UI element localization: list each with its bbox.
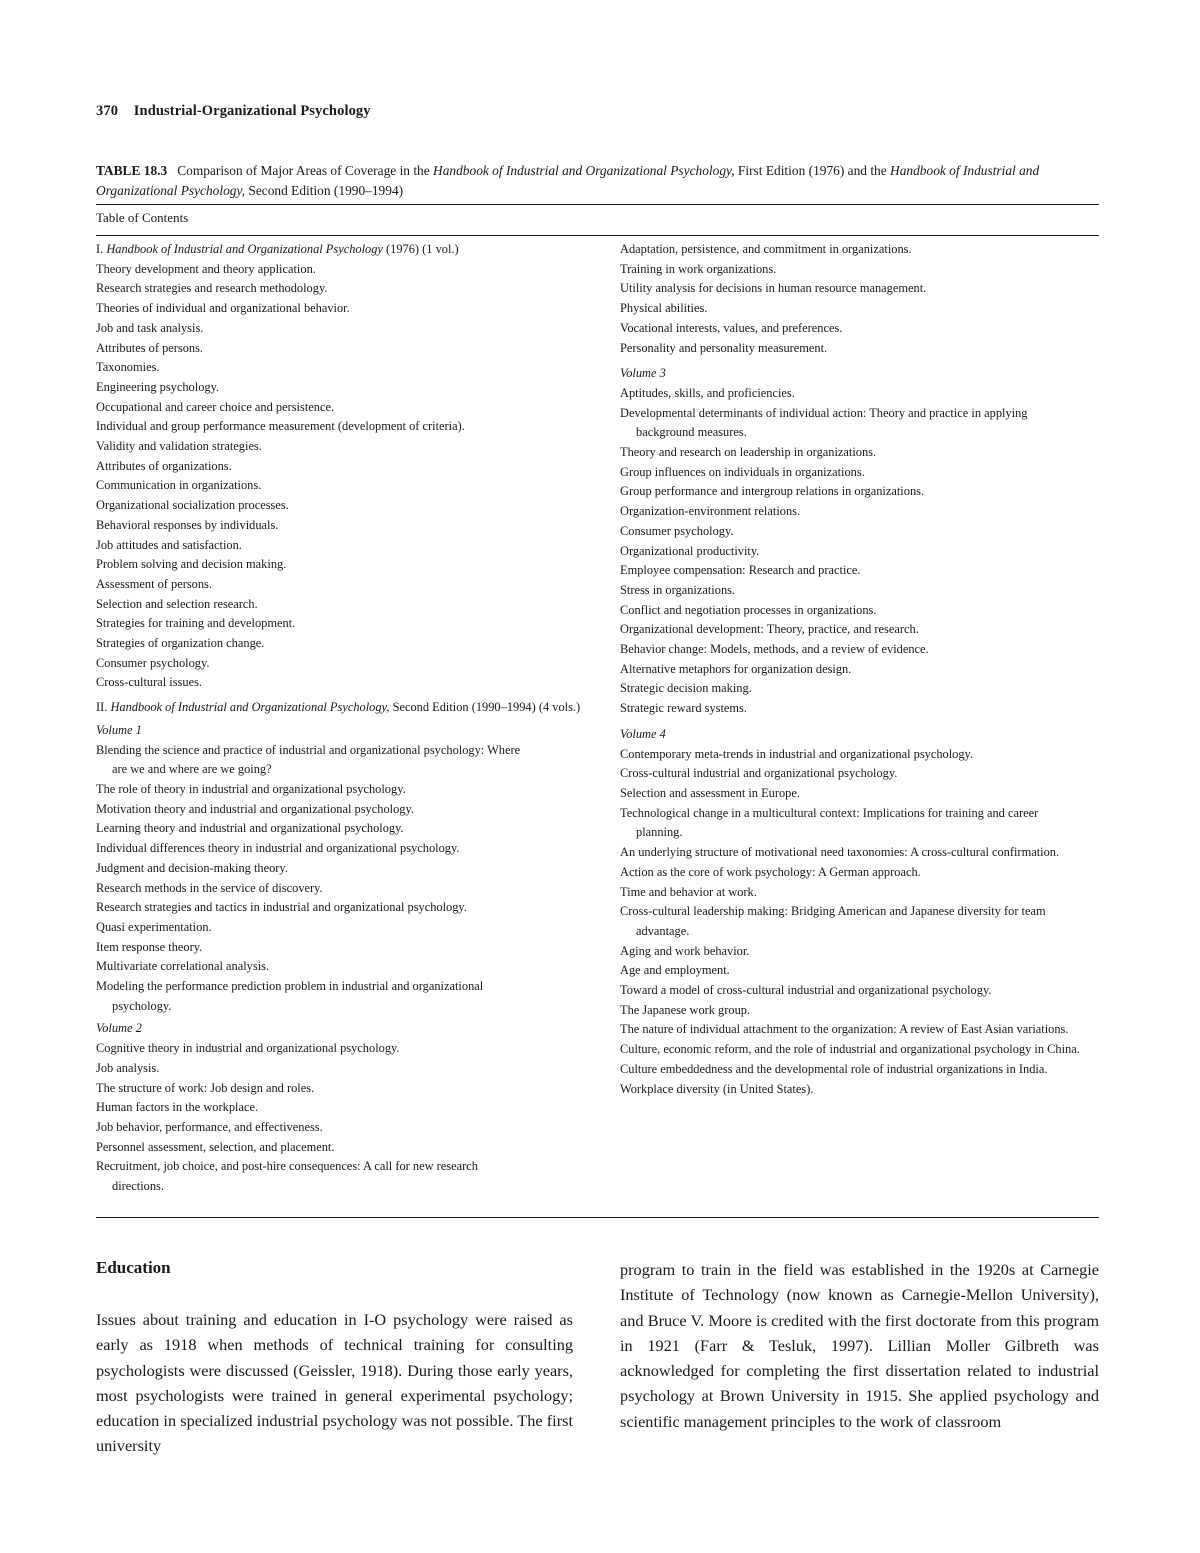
- toc-entry: Occupational and career choice and persistence.: [96, 399, 335, 414]
- toc-entry: Selection and selection research.: [96, 596, 258, 611]
- toc-entry: Research strategies and tactics in industrial and organizational psychology.: [96, 900, 467, 915]
- table-header-rule: [96, 235, 1099, 236]
- volume-4-list: [620, 745, 1100, 1100]
- toc-entry: Vocational interests, values, and preferences.: [620, 320, 843, 335]
- toc-entry: Validity and validation strategies.: [96, 439, 262, 454]
- toc-entry: Utility analysis for decisions in human resource management.: [620, 281, 927, 296]
- toc-entry: Job and task analysis.: [96, 320, 204, 335]
- toc-entry: Aging and work behavior.: [620, 943, 750, 958]
- toc-entry: The nature of individual attachment to the organization: A review of East Asian variations.: [620, 1022, 1069, 1037]
- toc-entry: Behavioral responses by individuals.: [96, 517, 279, 532]
- toc-entry: Cognitive theory in industrial and organizational psychology.: [96, 1041, 400, 1056]
- toc-entry: Training in work organizations.: [620, 261, 777, 276]
- toc-entry: Communication in organizations.: [96, 478, 262, 493]
- running-head-title: Industrial-Organizational Psychology: [133, 103, 371, 119]
- toc-entry: Theory development and theory application.: [96, 261, 316, 276]
- toc-entry: Quasi experimentation.: [96, 919, 212, 934]
- toc-entry: Group performance and intergroup relations in organizations.: [620, 484, 925, 499]
- first-edition-list: [96, 260, 596, 693]
- volume-2-label: Volume 2: [96, 1021, 142, 1036]
- toc-entry: Group influences on individuals in organizations.: [620, 464, 865, 479]
- toc-entry: Behavior change: Models, methods, and a review of evidence.: [620, 642, 929, 657]
- toc-entry: Item response theory.: [96, 939, 203, 954]
- body-paragraph-right: program to train in the field was established in the 1920s at Carnegie Institute of Technology (now known as Carnegie-Mellon University), and Bruce V. Moore is credited with the first doctorate from this program in 1921 (Farr & Tesluk, 1997). Lillian Moller Gilbreth was acknowledged for completing the first dissertation related to industrial psychology at Brown University in 1915. She applied psychology and scientific management principles to the work of classroom: [620, 1260, 1099, 1431]
- toc-entry: Theories of individual and organizational behavior.: [96, 301, 350, 316]
- toc-entry: Assessment of persons.: [96, 576, 212, 591]
- table-column-header: Table of Contents: [96, 210, 189, 225]
- toc-entry: Selection and assessment in Europe.: [620, 785, 800, 800]
- toc-entry: Alternative metaphors for organization design.: [620, 661, 852, 676]
- toc-entry: Motivation theory and industrial and organizational psychology.: [96, 801, 414, 816]
- section-heading-education: Education: [96, 1258, 171, 1277]
- toc-entry: The role of theory in industrial and organizational psychology.: [96, 781, 406, 796]
- toc-entry: Attributes of persons.: [96, 340, 204, 355]
- table-bottom-rule: [96, 1217, 1099, 1218]
- toc-entry: Culture embeddedness and the developmental role of industrial organizations in India.: [620, 1061, 1048, 1076]
- toc-entry: Organizational socialization processes.: [96, 498, 289, 513]
- toc-entry: Individual differences theory in industrial and organizational psychology.: [96, 841, 460, 856]
- toc-entry: Personality and personality measurement.: [620, 340, 828, 355]
- toc-entry: Time and behavior at work.: [620, 884, 757, 899]
- toc-entry: An underlying structure of motivational need taxonomies: A cross-cultural confirmation.: [620, 845, 1060, 860]
- section-heading-first-edition: I. Handbook of Industrial and Organizational Psychology (1976) (1 vol.): [96, 242, 459, 256]
- toc-entry: Research strategies and research methodology.: [96, 281, 328, 296]
- toc-entry: Personnel assessment, selection, and placement.: [96, 1139, 335, 1154]
- toc-entry: Culture, economic reform, and the role of industrial and organizational psychology in China.: [620, 1042, 1080, 1057]
- running-head: [96, 103, 371, 120]
- volume-3-label: Volume 3: [620, 366, 666, 381]
- toc-entry: Multivariate correlational analysis.: [96, 959, 270, 974]
- toc-entry: Attributes of organizations.: [96, 458, 232, 473]
- table-top-rule: [96, 204, 1099, 205]
- table-left-column: [96, 240, 596, 1197]
- toc-entry: Aptitudes, skills, and proficiencies.: [620, 385, 795, 400]
- toc-entry: Human factors in the workplace.: [96, 1100, 259, 1115]
- toc-entry: Theory and research on leadership in organizations.: [620, 445, 877, 460]
- toc-entry: Learning theory and industrial and organizational psychology.: [96, 821, 404, 836]
- toc-entry: The structure of work: Job design and roles.: [96, 1080, 315, 1095]
- table-right-column: [620, 240, 1100, 1099]
- toc-entry: Engineering psychology.: [96, 379, 220, 394]
- volume-3-list: [620, 384, 1100, 719]
- toc-entry: Developmental determinants of individual action: Theory and practice in applying background measures.: [620, 405, 1028, 440]
- toc-entry: Conflict and negotiation processes in organizations.: [620, 602, 877, 617]
- toc-entry: Research methods in the service of discovery.: [96, 880, 323, 895]
- volume-1-label: Volume 1: [96, 722, 142, 737]
- toc-entry: Individual and group performance measurement (development of criteria).: [96, 419, 465, 434]
- toc-entry: Job attitudes and satisfaction.: [96, 537, 242, 552]
- toc-entry: The Japanese work group.: [620, 1002, 751, 1017]
- toc-entry: Job analysis.: [96, 1060, 160, 1075]
- toc-entry: Stress in organizations.: [620, 582, 736, 597]
- caption-book-title-1: Handbook of Industrial and Organizational Psychology,: [433, 163, 735, 178]
- toc-entry: Organizational development: Theory, practice, and research.: [620, 622, 919, 637]
- toc-entry: Consumer psychology.: [620, 523, 734, 538]
- toc-entry: Blending the science and practice of industrial and organizational psychology: Where are we and where are we going?: [96, 742, 521, 777]
- body-paragraph-left: Issues about training and education in I-O psychology were raised as early as 1918 when methods of technical training for consulting psychologists were discussed (Geissler, 1918). During those early years, most psychologists were trained in general experimental psychology; education in specialized industrial psychology was not possible. The first university: [96, 1310, 573, 1456]
- toc-entry: Job behavior, performance, and effectiveness.: [96, 1119, 323, 1134]
- volume-2-list-right: [620, 240, 1100, 358]
- toc-entry: Cross-cultural industrial and organizational psychology.: [620, 766, 898, 781]
- volume-1-list: [96, 741, 596, 1017]
- caption-text-1: Comparison of Major Areas of Coverage in the: [177, 163, 434, 178]
- toc-entry: Action as the core of work psychology: A German approach.: [620, 864, 921, 879]
- toc-entry: Strategies for training and development.: [96, 616, 296, 631]
- toc-entry: Age and employment.: [620, 963, 730, 978]
- toc-entry: Strategies of organization change.: [96, 636, 265, 651]
- volume-2-list-left: [96, 1039, 596, 1197]
- caption-text-3: Second Edition (1990–1994): [245, 182, 404, 198]
- toc-entry: Cross-cultural issues.: [96, 675, 202, 690]
- toc-entry: Adaptation, persistence, and commitment in organizations.: [620, 242, 912, 256]
- toc-entry: Physical abilities.: [620, 301, 708, 316]
- toc-entry: Taxonomies.: [96, 360, 160, 375]
- caption-text-2: First Edition (1976) and the: [734, 163, 891, 178]
- toc-entry: Strategic decision making.: [620, 681, 752, 696]
- table-caption: [96, 161, 1100, 200]
- table-label: TABLE 18.3: [96, 163, 168, 178]
- toc-entry: Modeling the performance prediction problem in industrial and organizational psychology.: [96, 979, 484, 1013]
- toc-entry: Technological change in a multicultural context: Implications for training and career planning.: [620, 805, 1039, 840]
- toc-entry: Employee compensation: Research and practice.: [620, 563, 861, 578]
- toc-entry: Organizational productivity.: [620, 543, 760, 558]
- toc-entry: Problem solving and decision making.: [96, 557, 287, 572]
- volume-4-label: Volume 4: [620, 726, 666, 741]
- caption-book-title-2: Handbook of Industrial and Organizational Psychology,: [96, 163, 1040, 198]
- toc-entry: Cross-cultural leadership making: Bridging American and Japanese diversity for team advantage.: [620, 904, 1046, 938]
- toc-entry: Recruitment, job choice, and post-hire consequences: A call for new research directions.: [96, 1159, 478, 1194]
- page-number: 370: [96, 103, 119, 119]
- toc-entry: Workplace diversity (in United States).: [620, 1081, 814, 1096]
- toc-entry: Judgment and decision-making theory.: [96, 860, 288, 875]
- toc-entry: Contemporary meta-trends in industrial and organizational psychology.: [620, 746, 974, 761]
- section-heading-second-edition: II. Handbook of Industrial and Organizational Psychology, Second Edition (1990–1994) (4 vols.): [96, 700, 581, 715]
- toc-entry: Toward a model of cross-cultural industrial and organizational psychology.: [620, 983, 992, 998]
- toc-entry: Consumer psychology.: [96, 655, 210, 670]
- toc-entry: Organization-environment relations.: [620, 504, 801, 519]
- toc-entry: Strategic reward systems.: [620, 701, 747, 716]
